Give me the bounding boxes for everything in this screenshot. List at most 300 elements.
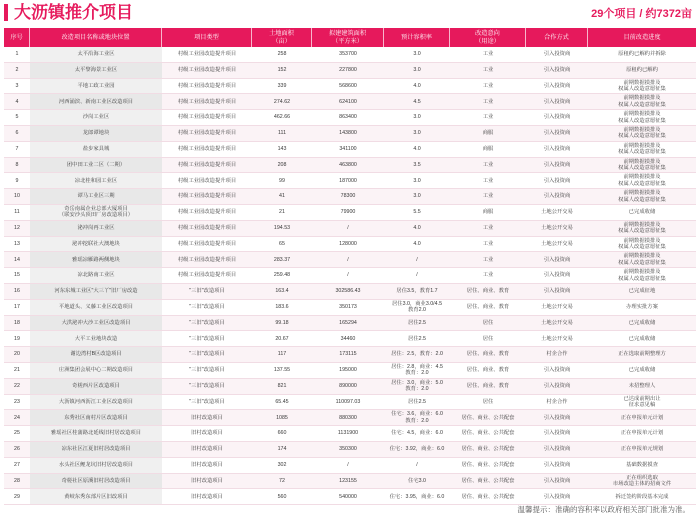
col-progress-cell: 前期数据摸排及 权属人改造意愿征集	[588, 158, 696, 174]
col-plot-ratio-cell: 3.0	[384, 173, 450, 189]
col-index-cell: 15	[4, 268, 30, 284]
header-col-project-name: 改造项目名称或地块位置	[30, 28, 162, 47]
col-plot-ratio-cell: 3.0	[384, 110, 450, 126]
table-row	[4, 474, 696, 490]
col-project-name-cell: 雅瑶凉雁路两侧地块	[30, 252, 162, 268]
col-land-area-cell: 194.53	[252, 221, 312, 237]
page-title: 大沥镇推介项目	[14, 3, 133, 22]
col-plot-ratio-cell: 住宅：3.92，商业：6.0	[384, 442, 450, 458]
col-usage-cell: 居住、商业、公共配套	[450, 442, 526, 458]
col-project-type-cell: 村级工业园改造提升项目	[162, 237, 252, 253]
col-project-name-cell: 龙郎谭地块	[30, 126, 162, 142]
col-building-area-cell: 624100	[312, 94, 384, 110]
col-cooperation-cell: 引入投资商	[526, 158, 588, 174]
col-cooperation-cell: 土地公开交易	[526, 316, 588, 332]
col-plot-ratio-cell: 居住：2.8，商业：4.5 教育：2.0	[384, 363, 450, 379]
col-usage-cell: 居住	[450, 331, 526, 347]
col-index-cell: 16	[4, 284, 30, 300]
header-col-index: 序号	[4, 28, 30, 47]
table-row	[4, 284, 696, 300]
col-project-name-cell: 太平黎海景工业区	[30, 63, 162, 79]
col-index-cell: 29	[4, 489, 30, 505]
col-progress-cell: 已完成收储	[588, 363, 696, 379]
col-usage-cell: 居住、商业、公共配套	[450, 426, 526, 442]
col-land-area-cell: 137.55	[252, 363, 312, 379]
table-row	[4, 379, 696, 395]
col-land-area-cell: 274.62	[252, 94, 312, 110]
col-progress-cell: 拆迁签约阶段基本完成	[588, 489, 696, 505]
col-usage-cell: 居住、商业、教育	[450, 284, 526, 300]
col-usage-cell: 居住、商业、教育	[450, 379, 526, 395]
col-cooperation-cell: 引入投资商	[526, 252, 588, 268]
table-row	[4, 110, 696, 126]
col-cooperation-cell: 引入投资商	[526, 474, 588, 490]
col-project-type-cell: 村级工业园改造提升项目	[162, 142, 252, 158]
table-row	[4, 158, 696, 174]
col-index-cell: 20	[4, 347, 30, 363]
col-project-name-cell: 河东东城工业区"大三丫"旧厂房改造	[30, 284, 162, 300]
col-cooperation-cell: 引入投资商	[526, 363, 588, 379]
col-index-cell: 25	[4, 426, 30, 442]
table-row	[4, 316, 696, 332]
table-row	[4, 458, 696, 474]
col-project-name-cell: 凉北路南工业区	[30, 268, 162, 284]
col-cooperation-cell: 引入投资商	[526, 489, 588, 505]
col-index-cell: 11	[4, 205, 30, 221]
col-project-type-cell: 村级工业园改造提升项目	[162, 173, 252, 189]
col-index-cell: 28	[4, 474, 30, 490]
col-building-area-cell: 123155	[312, 474, 384, 490]
col-building-area-cell: 463800	[312, 158, 384, 174]
col-cooperation-cell: 引入投资商	[526, 426, 588, 442]
col-progress-cell: 前期数据摸排及 权属人改造意愿征集	[588, 94, 696, 110]
col-project-name-cell: 泌冲挖联社大澳地块	[30, 237, 162, 253]
table-row	[4, 47, 696, 63]
col-cooperation-cell: 引入投资商	[526, 379, 588, 395]
col-progress-cell: 前期数据摸排及 权属人改造意愿征集	[588, 79, 696, 95]
col-plot-ratio-cell: 住宅3.0	[384, 474, 450, 490]
col-progress-cell: 未招整理人	[588, 379, 696, 395]
col-index-cell: 17	[4, 300, 30, 316]
col-building-area-cell: 227800	[312, 63, 384, 79]
header-col-progress: 目前改造进度	[588, 28, 696, 47]
col-progress-cell: 已完成收储	[588, 205, 696, 221]
table-row	[4, 237, 696, 253]
col-project-name-cell: 大洪泌冲大沙工业区改造项目	[30, 316, 162, 332]
col-project-name-cell: 庄洲集团会展中心二期改造项目	[30, 363, 162, 379]
col-plot-ratio-cell: 4.0	[384, 142, 450, 158]
col-progress-cell: 已达成前期出让 征求意见稿	[588, 395, 696, 411]
col-usage-cell: 商服	[450, 205, 526, 221]
header-col-land-area: 土地面积 （亩）	[252, 28, 312, 47]
col-land-area-cell: 65.45	[252, 395, 312, 411]
col-land-area-cell: 99.18	[252, 316, 312, 332]
col-index-cell: 2	[4, 63, 30, 79]
col-index-cell: 24	[4, 410, 30, 426]
table-row	[4, 300, 696, 316]
col-plot-ratio-cell: 住宅：3.95，商业：6.0	[384, 489, 450, 505]
col-cooperation-cell: 村企合作	[526, 395, 588, 411]
col-building-area-cell: /	[312, 221, 384, 237]
col-index-cell: 26	[4, 442, 30, 458]
col-plot-ratio-cell: 3.5	[384, 158, 450, 174]
col-project-name-cell: 东秀社区南村片区改造项目	[30, 410, 162, 426]
col-plot-ratio-cell: 4.0	[384, 79, 450, 95]
col-usage-cell: 商服	[450, 126, 526, 142]
col-land-area-cell: 21	[252, 205, 312, 221]
col-usage-cell: 工业	[450, 221, 526, 237]
col-index-cell: 8	[4, 158, 30, 174]
col-project-type-cell: "三旧"改造项目	[162, 395, 252, 411]
col-project-type-cell: "三旧"改造项目	[162, 284, 252, 300]
col-plot-ratio-cell: 居住：2.5，教育：2.0	[384, 347, 450, 363]
col-progress-cell: 前期数据摸排及 权属人改造意愿征集	[588, 189, 696, 205]
col-progress-cell: 正在申报单元计划	[588, 410, 696, 426]
col-index-cell: 23	[4, 395, 30, 411]
col-progress-cell: 已完成收储	[588, 316, 696, 332]
col-progress-cell: 已完成征地	[588, 284, 696, 300]
col-plot-ratio-cell: 居住2.5	[384, 331, 450, 347]
footer-note: 温馨提示：准确的容积率以政府相关部门批准为准。	[517, 505, 690, 514]
col-building-area-cell: 79900	[312, 205, 384, 221]
table-row	[4, 426, 696, 442]
col-cooperation-cell: 引入投资商	[526, 284, 588, 300]
col-cooperation-cell: 引入投资商	[526, 442, 588, 458]
col-project-type-cell: "三旧"改造项目	[162, 347, 252, 363]
col-project-type-cell: 村级工业园改造提升项目	[162, 126, 252, 142]
col-progress-cell: 正在申报单元规划	[588, 442, 696, 458]
col-project-type-cell: 村级工业园改造提升项目	[162, 110, 252, 126]
col-progress-cell: 前期数据摸排及 权属人改造意愿征集	[588, 142, 696, 158]
col-progress-cell: 前期数据摸排及 权属人改造意愿征集	[588, 126, 696, 142]
col-land-area-cell: 208	[252, 158, 312, 174]
header-col-plot-ratio: 预计容积率	[384, 28, 450, 47]
col-land-area-cell: 259.48	[252, 268, 312, 284]
col-project-type-cell: 村级工业园改造提升项目	[162, 47, 252, 63]
col-cooperation-cell: 土地公开交易	[526, 300, 588, 316]
col-index-cell: 7	[4, 142, 30, 158]
col-project-name-cell: 黄岐东秀东部片区旧改项目	[30, 489, 162, 505]
col-plot-ratio-cell: 居住2.5	[384, 395, 450, 411]
col-project-type-cell: 村级工业园改造提升项目	[162, 252, 252, 268]
col-project-name-cell: 大平工业地块改造	[30, 331, 162, 347]
col-land-area-cell: 821	[252, 379, 312, 395]
col-building-area-cell: 540000	[312, 489, 384, 505]
col-usage-cell: 工业	[450, 158, 526, 174]
col-building-area-cell: 863400	[312, 110, 384, 126]
header-col-cooperation: 合作方式	[526, 28, 588, 47]
col-project-type-cell: 旧村改造项目	[162, 458, 252, 474]
col-usage-cell: 居住、商业、教育	[450, 300, 526, 316]
col-cooperation-cell: 引入投资商	[526, 47, 588, 63]
col-usage-cell: 居住	[450, 316, 526, 332]
col-usage-cell: 工业	[450, 268, 526, 284]
col-land-area-cell: 41	[252, 189, 312, 205]
col-usage-cell: 居住、商业、公共配套	[450, 489, 526, 505]
col-building-area-cell: /	[312, 458, 384, 474]
col-building-area-cell: 195000	[312, 363, 384, 379]
table-row	[4, 94, 696, 110]
col-usage-cell: 居住、商业、公共配套	[450, 458, 526, 474]
table-row	[4, 489, 696, 505]
col-land-area-cell: 143	[252, 142, 312, 158]
col-progress-cell: 正在选取前期整理方	[588, 347, 696, 363]
col-progress-cell: 正在组织选取 市场改造主体的招商文件	[588, 474, 696, 490]
col-building-area-cell: 143800	[312, 126, 384, 142]
col-building-area-cell: 880300	[312, 410, 384, 426]
table-row	[4, 331, 696, 347]
col-cooperation-cell: 引入投资商	[526, 142, 588, 158]
col-plot-ratio-cell: 居住2.5	[384, 316, 450, 332]
col-project-type-cell: 旧村改造项目	[162, 474, 252, 490]
table-row	[4, 395, 696, 411]
col-building-area-cell: 353700	[312, 47, 384, 63]
col-building-area-cell: 173115	[312, 347, 384, 363]
col-cooperation-cell: 引入投资商	[526, 79, 588, 95]
col-project-type-cell: 旧村改造项目	[162, 442, 252, 458]
col-project-name-cell: 凉东社区江夏旧村居改造项目	[30, 442, 162, 458]
col-index-cell: 6	[4, 126, 30, 142]
page-header	[0, 0, 700, 26]
col-land-area-cell: 302	[252, 458, 312, 474]
col-plot-ratio-cell: 居住：3.0，商业：5.0 教育：2.0	[384, 379, 450, 395]
col-land-area-cell: 1085	[252, 410, 312, 426]
col-project-type-cell: 村级工业园改造提升项目	[162, 205, 252, 221]
col-project-name-cell: 太平沿海工业区	[30, 47, 162, 63]
col-usage-cell: 工业	[450, 252, 526, 268]
col-building-area-cell: /	[312, 252, 384, 268]
col-index-cell: 10	[4, 189, 30, 205]
header-col-usage: 改造意向 （用途）	[450, 28, 526, 47]
col-progress-cell: 正在申报单元计划	[588, 426, 696, 442]
col-progress-cell: 前期数据摸排及 权属人改造意愿征集	[588, 237, 696, 253]
col-project-type-cell: "三旧"改造项目	[162, 379, 252, 395]
col-index-cell: 22	[4, 379, 30, 395]
col-index-cell: 3	[4, 79, 30, 95]
col-project-type-cell: 村级工业园改造提升项目	[162, 268, 252, 284]
col-project-name-cell: 大沥镇河西沥江工业区改造项目	[30, 395, 162, 411]
col-building-area-cell: 165294	[312, 316, 384, 332]
col-index-cell: 9	[4, 173, 30, 189]
col-cooperation-cell: 土地公开交易	[526, 331, 588, 347]
col-progress-cell: 前期数据摸排及 权属人改造意愿征集	[588, 173, 696, 189]
table-row	[4, 126, 696, 142]
col-cooperation-cell: 引入投资商	[526, 110, 588, 126]
table-row	[4, 347, 696, 363]
col-land-area-cell: 65	[252, 237, 312, 253]
col-plot-ratio-cell: 3.0	[384, 189, 450, 205]
col-cooperation-cell: 土地公开交易	[526, 205, 588, 221]
col-project-name-cell: 奇槎西片区改造项目	[30, 379, 162, 395]
table-row	[4, 268, 696, 284]
col-project-type-cell: 村级工业园改造提升项目	[162, 63, 252, 79]
col-building-area-cell: 34460	[312, 331, 384, 347]
col-building-area-cell: 187000	[312, 173, 384, 189]
table-row	[4, 252, 696, 268]
col-usage-cell: 工业	[450, 173, 526, 189]
col-building-area-cell: 350173	[312, 300, 384, 316]
table-row	[4, 363, 696, 379]
col-plot-ratio-cell: 4.0	[384, 237, 450, 253]
col-index-cell: 12	[4, 221, 30, 237]
col-progress-cell: 办理实批方案	[588, 300, 696, 316]
col-usage-cell: 居住	[450, 395, 526, 411]
col-land-area-cell: 183.6	[252, 300, 312, 316]
col-building-area-cell: /	[312, 268, 384, 284]
col-land-area-cell: 111	[252, 126, 312, 142]
col-project-name-cell: 谢边湾村B区改造项目	[30, 347, 162, 363]
col-project-type-cell: "三旧"改造项目	[162, 300, 252, 316]
col-plot-ratio-cell: 3.0	[384, 63, 450, 79]
col-land-area-cell: 339	[252, 79, 312, 95]
col-index-cell: 13	[4, 237, 30, 253]
col-usage-cell: 居住、商业、教育	[450, 347, 526, 363]
col-plot-ratio-cell: 住宅：3.6，商业：6.0 教育：2.0	[384, 410, 450, 426]
col-project-name-cell: 奇槎社区原溪旧村居改造项目	[30, 474, 162, 490]
col-index-cell: 21	[4, 363, 30, 379]
col-cooperation-cell: 土地公开交易	[526, 237, 588, 253]
col-building-area-cell: 302586.43	[312, 284, 384, 300]
col-project-name-cell: 水头社区鲤龙坑旧村居改造项目	[30, 458, 162, 474]
col-index-cell: 18	[4, 316, 30, 332]
col-land-area-cell: 560	[252, 489, 312, 505]
col-usage-cell: 居住、商业、公共配套	[450, 410, 526, 426]
col-cooperation-cell: 引入投资商	[526, 410, 588, 426]
col-index-cell: 19	[4, 331, 30, 347]
table-row	[4, 189, 696, 205]
project-summary: 29个项目 / 约7372亩	[591, 8, 692, 20]
col-building-area-cell: 1131900	[312, 426, 384, 442]
col-project-type-cell: "三旧"改造项目	[162, 331, 252, 347]
table-row	[4, 205, 696, 221]
col-progress-cell: 原租约已解约并拆除	[588, 47, 696, 63]
table-header-row	[4, 28, 696, 47]
col-project-name-cell: 平地道头、义藤工业区改造项目	[30, 300, 162, 316]
col-usage-cell: 工业	[450, 189, 526, 205]
table-row	[4, 173, 696, 189]
col-progress-cell: 前期数据摸排及 权属人改造意愿征集	[588, 252, 696, 268]
col-cooperation-cell: 引入投资商	[526, 94, 588, 110]
col-cooperation-cell: 引入投资商	[526, 63, 588, 79]
col-land-area-cell: 174	[252, 442, 312, 458]
col-cooperation-cell: 土地公开交易	[526, 221, 588, 237]
col-cooperation-cell: 引入投资商	[526, 189, 588, 205]
col-land-area-cell: 117	[252, 347, 312, 363]
col-project-type-cell: "三旧"改造项目	[162, 363, 252, 379]
col-usage-cell: 居住、商业、教育	[450, 363, 526, 379]
table-row	[4, 410, 696, 426]
col-progress-cell: 前期数据摸排及 权属人改造意愿征集	[588, 268, 696, 284]
col-progress-cell: 基础数据摸查	[588, 458, 696, 474]
col-plot-ratio-cell: 居住3.5，教育1.7	[384, 284, 450, 300]
col-building-area-cell: 350300	[312, 442, 384, 458]
col-project-type-cell: 村级工业园改造提升项目	[162, 79, 252, 95]
col-progress-cell: 原租约已解约	[588, 63, 696, 79]
col-land-area-cell: 152	[252, 63, 312, 79]
col-project-type-cell: 旧村改造项目	[162, 410, 252, 426]
col-index-cell: 1	[4, 47, 30, 63]
table-row	[4, 221, 696, 237]
col-land-area-cell: 660	[252, 426, 312, 442]
col-project-type-cell: 旧村改造项目	[162, 426, 252, 442]
col-index-cell: 5	[4, 110, 30, 126]
col-progress-cell: 前期数据摸排及 权属人改造意愿征集	[588, 110, 696, 126]
table-row	[4, 142, 696, 158]
col-usage-cell: 工业	[450, 237, 526, 253]
col-project-name-cell: 团中田工业二区（二期）	[30, 158, 162, 174]
col-index-cell: 4	[4, 94, 30, 110]
title-accent-bar	[4, 4, 8, 21]
col-project-type-cell: 村级工业园改造提升项目	[162, 189, 252, 205]
col-usage-cell: 居住、商业、公共配套	[450, 474, 526, 490]
col-usage-cell: 工业	[450, 110, 526, 126]
col-progress-cell: 已完成收储	[588, 331, 696, 347]
col-index-cell: 14	[4, 252, 30, 268]
col-plot-ratio-cell: /	[384, 268, 450, 284]
table-row	[4, 442, 696, 458]
col-usage-cell: 工业	[450, 63, 526, 79]
col-project-type-cell: 村级工业园改造提升项目	[162, 158, 252, 174]
col-usage-cell: 工业	[450, 94, 526, 110]
col-progress-cell: 前期数据摸排及 权属人改造意愿征集	[588, 221, 696, 237]
col-building-area-cell: 128000	[312, 237, 384, 253]
col-plot-ratio-cell: 3.0	[384, 47, 450, 63]
col-project-name-cell: 盐步家具城	[30, 142, 162, 158]
col-usage-cell: 商服	[450, 142, 526, 158]
col-project-name-cell: 谭马工业区三期	[30, 189, 162, 205]
table-body	[4, 47, 696, 505]
col-land-area-cell: 99	[252, 173, 312, 189]
col-cooperation-cell: 引入投资商	[526, 173, 588, 189]
col-building-area-cell: 341100	[312, 142, 384, 158]
col-building-area-cell: 110097.03	[312, 395, 384, 411]
col-project-type-cell: 村级工业园改造提升项目	[162, 221, 252, 237]
col-plot-ratio-cell: /	[384, 252, 450, 268]
col-plot-ratio-cell: 住宅：4.5，商业：6.0	[384, 426, 450, 442]
col-land-area-cell: 462.66	[252, 110, 312, 126]
col-project-name-cell: 凉北桂和园工业区	[30, 173, 162, 189]
col-building-area-cell: 890000	[312, 379, 384, 395]
col-plot-ratio-cell: 居住3.0，商业3.0/4.5 教育2.0	[384, 300, 450, 316]
col-project-name-cell: 沙岗工业区	[30, 110, 162, 126]
col-plot-ratio-cell: 4.0	[384, 221, 450, 237]
col-project-name-cell: 平地工政工业园	[30, 79, 162, 95]
col-plot-ratio-cell: /	[384, 458, 450, 474]
table-row	[4, 79, 696, 95]
col-project-type-cell: 旧村改造项目	[162, 489, 252, 505]
header-col-building-area: 拟建建筑面积 （平方米）	[312, 28, 384, 47]
col-plot-ratio-cell: 3.0	[384, 126, 450, 142]
col-cooperation-cell: 引入投资商	[526, 458, 588, 474]
col-usage-cell: 工业	[450, 79, 526, 95]
col-land-area-cell: 258	[252, 47, 312, 63]
col-building-area-cell: 568600	[312, 79, 384, 95]
col-usage-cell: 工业	[450, 47, 526, 63]
col-land-area-cell: 20.67	[252, 331, 312, 347]
col-cooperation-cell: 引入投资商	[526, 268, 588, 284]
col-project-name-cell: 泌冲岗再工业区	[30, 221, 162, 237]
header-col-project-type: 项目类型	[162, 28, 252, 47]
col-land-area-cell: 163.4	[252, 284, 312, 300]
col-building-area-cell: 78300	[312, 189, 384, 205]
col-cooperation-cell: 村企合作	[526, 347, 588, 363]
project-table	[4, 28, 696, 505]
col-plot-ratio-cell: 4.5	[384, 94, 450, 110]
col-project-name-cell: 河西涌滨、新南工业区改造项目	[30, 94, 162, 110]
col-project-name-cell: 雅瑶社区桂蒲路北延线旧村居改造项目	[30, 426, 162, 442]
col-project-type-cell: "三旧"改造项目	[162, 316, 252, 332]
col-cooperation-cell: 引入投资商	[526, 126, 588, 142]
